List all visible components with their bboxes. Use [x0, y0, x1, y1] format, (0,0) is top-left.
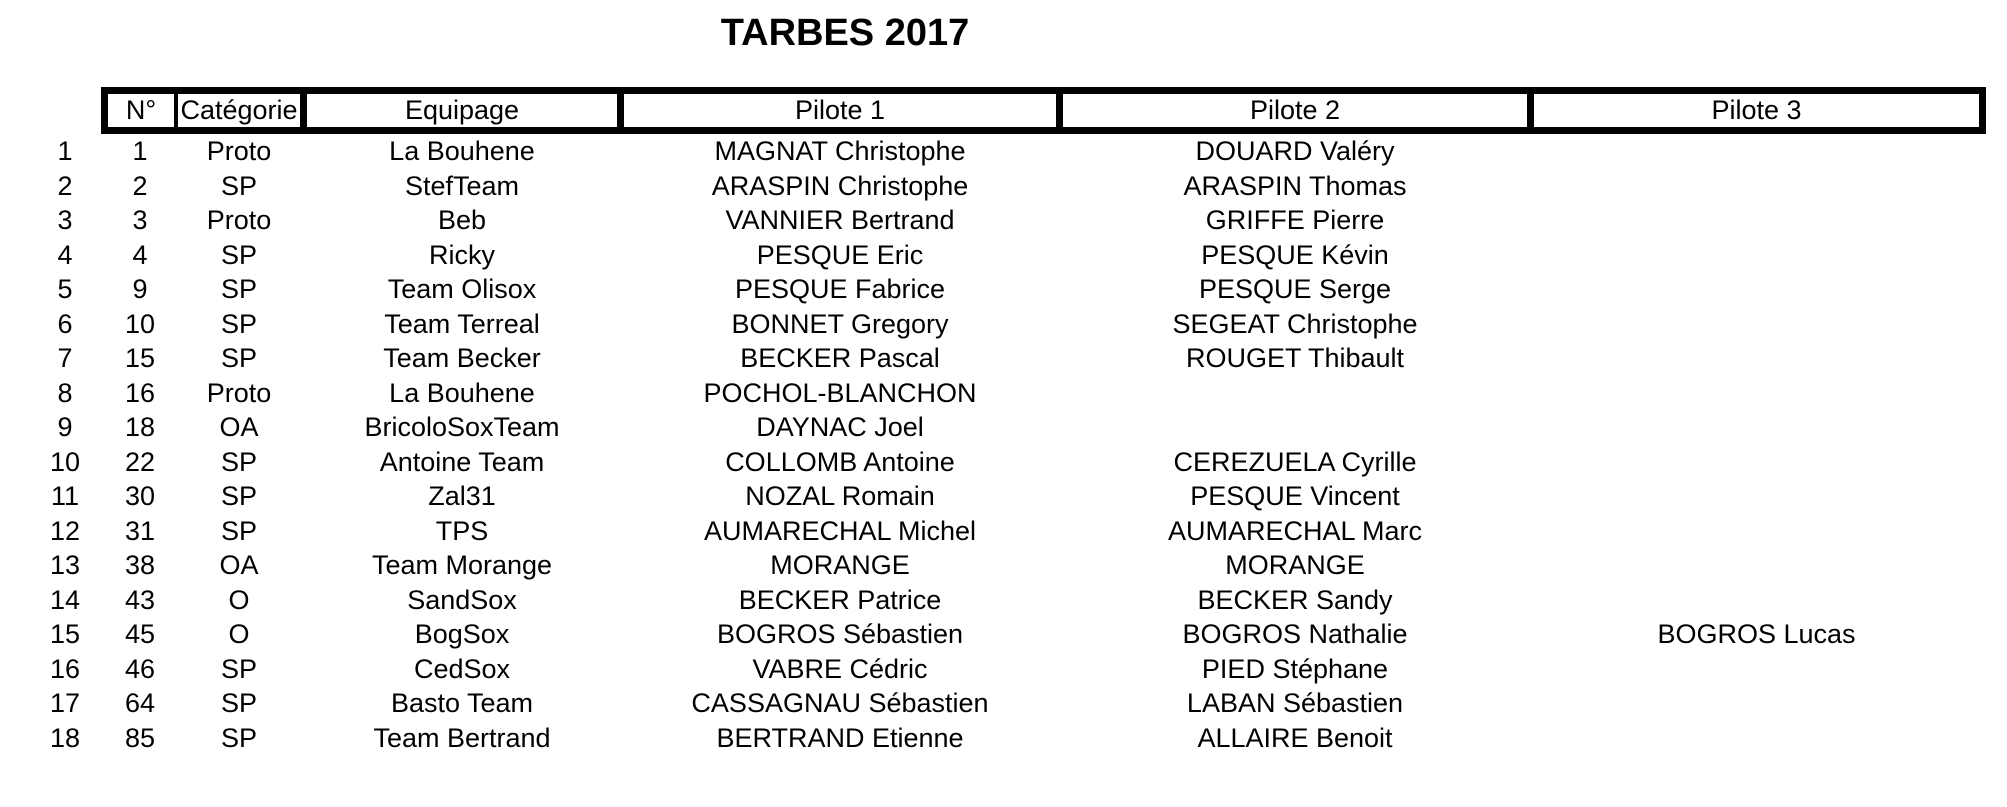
- cell-equipage: BricoloSoxTeam: [364, 412, 560, 442]
- cell-categorie: SP: [220, 446, 258, 477]
- cell-pilote-3: [1534, 341, 1979, 376]
- cell-equipage: SandSox: [407, 584, 517, 615]
- cell-categorie: SP: [220, 343, 258, 373]
- cell-pilote-2: MORANGE: [1225, 550, 1365, 580]
- cell-categorie: Proto: [206, 205, 272, 235]
- cell-categorie: SP: [220, 722, 258, 753]
- row-index: 3: [57, 205, 73, 235]
- cell-num: 30: [124, 481, 156, 511]
- cell-equipage: Team Terreal: [384, 308, 540, 339]
- row-index: 5: [57, 274, 73, 304]
- cell-pilote-2: PIED Stéphane: [1201, 653, 1389, 684]
- cell-pilote-2: BOGROS Nathalie: [1182, 619, 1408, 649]
- cell-pilote-3: [1534, 410, 1979, 445]
- cell-pilote-3: [1534, 548, 1979, 583]
- table-row: [0, 272, 2007, 307]
- cell-pilote-1: DAYNAC Joel: [756, 412, 924, 442]
- cell-categorie: Proto: [206, 377, 272, 408]
- cell-pilote-1: BERTRAND Etienne: [716, 722, 964, 753]
- header-equipage: Equipage: [307, 94, 617, 127]
- table-row: [0, 410, 2007, 445]
- cell-pilote-2: PESQUE Vincent: [1190, 481, 1400, 511]
- cell-num: 45: [124, 619, 156, 649]
- cell-categorie: SP: [220, 274, 258, 304]
- cell-equipage: Basto Team: [390, 688, 534, 718]
- cell-equipage: Ricky: [429, 239, 495, 270]
- cell-categorie: SP: [220, 653, 258, 684]
- cell-pilote-3: [1534, 203, 1979, 238]
- cell-num: 85: [124, 722, 156, 753]
- cell-pilote-1: PESQUE Fabrice: [734, 274, 946, 304]
- row-index: 8: [57, 377, 73, 408]
- cell-pilote-2: CEREZUELA Cyrille: [1173, 446, 1417, 477]
- cell-pilote-1: PESQUE Eric: [756, 239, 924, 270]
- cell-pilote-2: GRIFFE Pierre: [1205, 205, 1385, 235]
- row-index: 9: [57, 412, 73, 442]
- cell-pilote-2: DOUARD Valéry: [1195, 136, 1395, 166]
- table-row: [0, 445, 2007, 480]
- cell-equipage: StefTeam: [404, 170, 520, 201]
- table-row: [0, 652, 2007, 687]
- cell-pilote-2: [1063, 376, 1527, 411]
- table-row: [0, 583, 2007, 618]
- cell-equipage: BogSox: [414, 619, 510, 649]
- row-index: 17: [49, 688, 81, 718]
- cell-pilote-1: ARASPIN Christophe: [711, 170, 969, 201]
- cell-num: 22: [124, 446, 156, 477]
- cell-pilote-3: [1534, 721, 1979, 756]
- cell-num: 64: [124, 688, 156, 718]
- cell-pilote-1: BONNET Gregory: [731, 308, 949, 339]
- cell-equipage: TPS: [435, 515, 489, 546]
- header-categorie: Catégorie: [178, 94, 300, 127]
- cell-num: 2: [132, 170, 148, 201]
- cell-num: 10: [124, 308, 156, 339]
- cell-pilote-2: LABAN Sébastien: [1186, 688, 1404, 718]
- cell-num: 9: [132, 274, 148, 304]
- row-index: 16: [49, 653, 81, 684]
- cell-num: 31: [124, 515, 156, 546]
- row-index: 11: [50, 481, 80, 511]
- cell-num: 15: [124, 343, 156, 373]
- cell-pilote-2: ROUGET Thibault: [1185, 343, 1405, 373]
- cell-pilote-2: PESQUE Kévin: [1201, 239, 1389, 270]
- cell-equipage: Team Bertrand: [373, 722, 551, 753]
- cell-categorie: SP: [220, 688, 258, 718]
- table-row: [0, 307, 2007, 342]
- cell-num: 38: [124, 550, 156, 580]
- table-row: [0, 479, 2007, 514]
- table-row: [0, 548, 2007, 583]
- cell-num: 16: [124, 377, 156, 408]
- cell-pilote-2: AUMARECHAL Marc: [1167, 515, 1423, 546]
- cell-categorie: SP: [220, 239, 258, 270]
- cell-pilote-1: MAGNAT Christophe: [714, 136, 966, 166]
- cell-pilote-2: [1063, 410, 1527, 445]
- cell-pilote-2: SEGEAT Christophe: [1172, 308, 1418, 339]
- table-row: [0, 134, 2007, 169]
- table-row: [0, 721, 2007, 756]
- cell-categorie: O: [228, 619, 250, 649]
- table-row: [0, 514, 2007, 549]
- cell-equipage: Zal31: [428, 481, 496, 511]
- cell-pilote-3: [1534, 238, 1979, 273]
- cell-num: 18: [124, 412, 156, 442]
- table-row: [0, 169, 2007, 204]
- cell-categorie: SP: [220, 481, 258, 511]
- cell-pilote-3: [1534, 169, 1979, 204]
- table-row: [0, 686, 2007, 721]
- cell-pilote-3: [1534, 583, 1979, 618]
- cell-pilote-1: MORANGE: [770, 550, 910, 580]
- cell-pilote-3: [1534, 686, 1979, 721]
- cell-pilote-1: VANNIER Bertrand: [725, 205, 955, 235]
- row-index: 6: [57, 308, 73, 339]
- cell-categorie: O: [228, 584, 250, 615]
- cell-pilote-3: [1534, 307, 1979, 342]
- cell-equipage: Team Becker: [383, 343, 541, 373]
- cell-pilote-1: BECKER Pascal: [740, 343, 940, 373]
- cell-pilote-3: [1534, 272, 1979, 307]
- cell-pilote-1: AUMARECHAL Michel: [703, 515, 977, 546]
- table-row: [0, 341, 2007, 376]
- cell-num: 4: [132, 239, 148, 270]
- table-row: [0, 203, 2007, 238]
- header-pilote-3: Pilote 3: [1534, 94, 1979, 127]
- cell-categorie: OA: [219, 412, 259, 442]
- cell-num: 46: [124, 653, 156, 684]
- cell-equipage: La Bouhene: [389, 136, 535, 166]
- cell-num: 1: [132, 136, 148, 166]
- table-row: [0, 376, 2007, 411]
- header-pilote-1: Pilote 1: [624, 94, 1056, 127]
- cell-pilote-2: ARASPIN Thomas: [1183, 170, 1407, 201]
- cell-pilote-1: BECKER Patrice: [738, 584, 942, 615]
- cell-categorie: OA: [219, 550, 259, 580]
- cell-categorie: SP: [220, 515, 258, 546]
- cell-num: 3: [132, 205, 148, 235]
- row-index: 14: [49, 584, 81, 615]
- cell-pilote-1: NOZAL Romain: [745, 481, 935, 511]
- cell-equipage: Beb: [437, 205, 487, 235]
- cell-pilote-3: BOGROS Lucas: [1657, 619, 1856, 649]
- table-header: [101, 87, 1986, 134]
- row-index: 12: [49, 515, 81, 546]
- header-pilote-2: Pilote 2: [1063, 94, 1527, 127]
- cell-pilote-2: BECKER Sandy: [1197, 584, 1393, 615]
- cell-equipage: Team Olisox: [387, 274, 537, 304]
- cell-pilote-3: [1534, 134, 1979, 169]
- cell-pilote-1: POCHOL-BLANCHON: [703, 377, 977, 408]
- cell-categorie: SP: [220, 170, 258, 201]
- row-index: 10: [49, 446, 81, 477]
- page-title: TARBES 2017: [720, 12, 970, 54]
- row-index: 15: [49, 619, 81, 649]
- row-index: 1: [57, 136, 73, 166]
- table-row: [0, 238, 2007, 273]
- cell-pilote-2: ALLAIRE Benoit: [1197, 722, 1393, 753]
- cell-equipage: La Bouhene: [389, 377, 535, 408]
- cell-pilote-3: [1534, 514, 1979, 549]
- row-index: 4: [57, 239, 73, 270]
- cell-equipage: Team Morange: [371, 550, 553, 580]
- cell-categorie: Proto: [206, 136, 272, 166]
- cell-pilote-1: COLLOMB Antoine: [725, 446, 955, 477]
- cell-pilote-3: [1534, 445, 1979, 480]
- table-body: [0, 134, 2007, 755]
- cell-pilote-1: VABRE Cédric: [752, 653, 928, 684]
- cell-pilote-3: [1534, 479, 1979, 514]
- cell-equipage: Antoine Team: [379, 446, 545, 477]
- cell-pilote-1: BOGROS Sébastien: [716, 619, 964, 649]
- row-index: 18: [49, 722, 81, 753]
- cell-pilote-1: CASSAGNAU Sébastien: [691, 688, 989, 718]
- cell-pilote-2: PESQUE Serge: [1198, 274, 1392, 304]
- row-index: 2: [57, 170, 73, 201]
- header-num: N°: [108, 94, 174, 127]
- row-index: 7: [57, 343, 73, 373]
- cell-pilote-3: [1534, 376, 1979, 411]
- cell-equipage: CedSox: [413, 653, 511, 684]
- cell-pilote-3: [1534, 652, 1979, 687]
- cell-num: 43: [124, 584, 156, 615]
- row-index: 13: [49, 550, 81, 580]
- table-row: [0, 617, 2007, 652]
- cell-categorie: SP: [220, 308, 258, 339]
